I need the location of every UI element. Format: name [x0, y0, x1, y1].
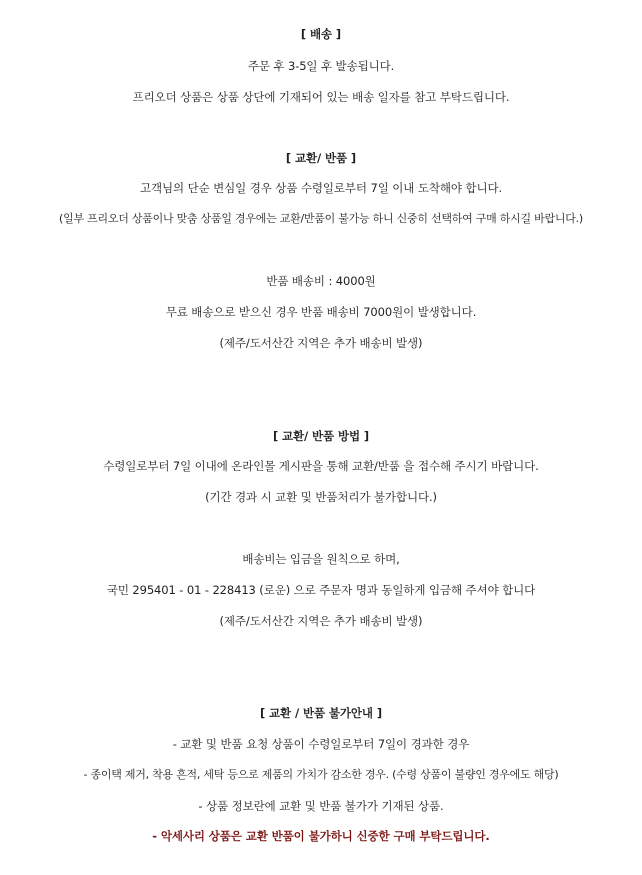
method-line-3: 배송비는 입금을 원칙으로 하며,: [242, 552, 400, 566]
exchange-return-line-1: 고객님의 단순 변심일 경우 상품 수령일로부터 7일 이내 도착해야 합니다.: [139, 181, 503, 195]
not-allowed-item-1: - 교환 및 반품 요청 상품이 수령일로부터 7일이 경과한 경우: [172, 737, 470, 751]
exchange-return-line-2: (일부 프리오더 상품이나 맞춤 상품일 경우에는 교환/반품이 불가능 하니 신중히 선택하여 구매 하시길 바랍니다.): [59, 212, 583, 225]
not-allowed-item-3: - 상품 정보란에 교환 및 반품 불가가 기재된 상품.: [198, 799, 444, 813]
shipping-line-1: 주문 후 3-5일 후 발송됩니다.: [247, 59, 395, 73]
free-shipping-return-fee-line: 무료 배송으로 받으신 경우 반품 배송비 7000원이 발생합니다.: [165, 305, 477, 319]
method-heading: [ 교환/ 반품 방법 ]: [272, 429, 370, 443]
jeju-fee-note-2: (제주/도서산간 지역은 추가 배송비 발생): [219, 614, 423, 628]
method-line-1: 수령일로부터 7일 이내에 온라인몰 게시판을 통해 교환/반품 을 접수해 주시기 바랍니다.: [103, 459, 539, 473]
bank-account-line: 국민 295401 - 01 - 228413 (로운) 으로 주문자 명과 동일하게 입금해 주셔야 합니다: [106, 583, 536, 597]
shipping-line-2: 프리오더 상품은 상품 상단에 기재되어 있는 배송 일자를 참고 부탁드립니다.: [132, 90, 510, 104]
shipping-heading: [ 배송 ]: [300, 27, 342, 41]
jeju-fee-note-1: (제주/도서산간 지역은 추가 배송비 발생): [219, 336, 423, 350]
accessory-warning: - 악세사리 상품은 교환 반품이 불가하니 신중한 구매 부탁드립니다.: [152, 829, 490, 843]
not-allowed-heading: [ 교환 / 반품 불가안내 ]: [259, 706, 382, 720]
not-allowed-item-2: - 종이택 제거, 착용 흔적, 세탁 등으로 제품의 가치가 감소한 경우. (수령 상품이 불량인 경우에도 해당): [83, 768, 559, 781]
method-line-2: (기간 경과 시 교환 및 반품처리가 불가합니다.): [205, 490, 437, 504]
return-fee-line: 반품 배송비 : 4000원: [266, 274, 376, 288]
exchange-return-heading: [ 교환/ 반품 ]: [285, 151, 357, 165]
